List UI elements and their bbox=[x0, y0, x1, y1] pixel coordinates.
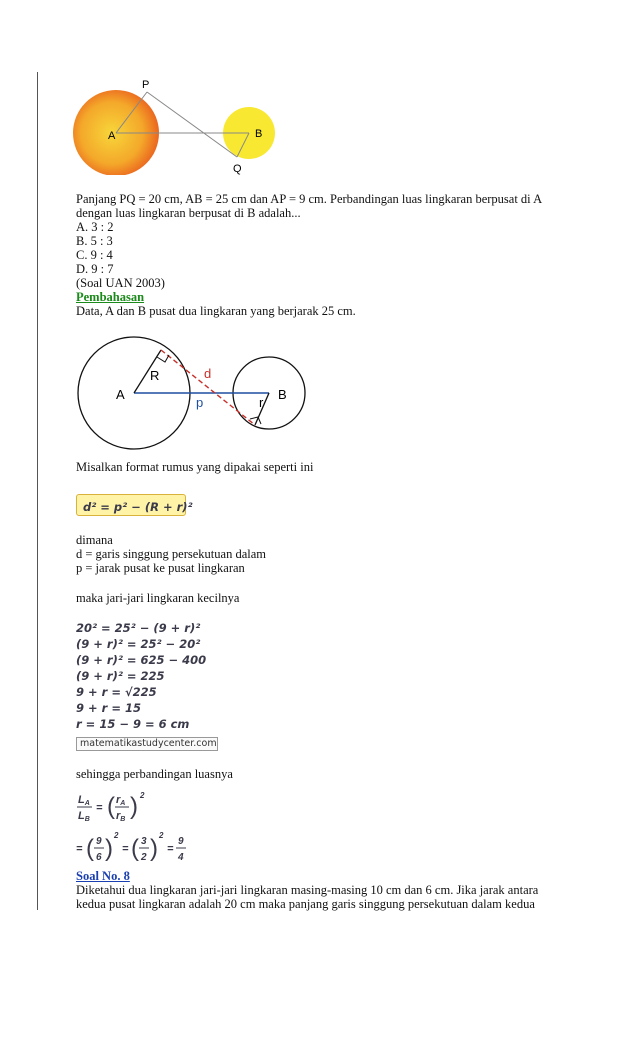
problem-line-1: Panjang PQ = 20 cm, AB = 25 cm dan AP = 9 cm. Perbandingan luas lingkaran berpusat di A bbox=[76, 192, 543, 206]
svg-text:): ) bbox=[105, 835, 113, 862]
svg-text:3: 3 bbox=[141, 836, 147, 847]
svg-text:rA: rA bbox=[116, 794, 126, 807]
svg-text:2: 2 bbox=[114, 831, 119, 840]
sehingga-text: sehingga perbandingan luasnya bbox=[76, 767, 233, 781]
problem-line-2: dengan luas lingkaran berpusat di B adalah... bbox=[76, 206, 301, 220]
svg-text:rB: rB bbox=[116, 810, 126, 823]
label-p: P bbox=[142, 79, 150, 91]
label-b: B bbox=[255, 128, 263, 140]
soal-8-heading[interactable]: Soal No. 8 bbox=[76, 869, 130, 883]
step-7: r = 15 − 9 = 6 cm bbox=[76, 717, 190, 731]
site-watermark: matematikastudycenter.com bbox=[76, 737, 218, 751]
step-6: 9 + r = 15 bbox=[76, 701, 141, 715]
dimana-title: dimana bbox=[76, 533, 113, 547]
svg-text:9: 9 bbox=[96, 836, 102, 847]
svg-text:LB: LB bbox=[78, 810, 90, 823]
svg-text:2: 2 bbox=[159, 831, 164, 840]
svg-text:=: = bbox=[122, 843, 129, 855]
page-margin-line bbox=[37, 72, 38, 910]
right-angle-top bbox=[157, 355, 169, 362]
label-p-fig: p bbox=[196, 395, 204, 410]
source-note: (Soal UAN 2003) bbox=[76, 276, 165, 290]
svg-text:(: ( bbox=[131, 835, 139, 862]
svg-text:(: ( bbox=[86, 835, 94, 862]
step-4: (9 + r)² = 225 bbox=[76, 669, 165, 683]
formula-box bbox=[76, 494, 193, 516]
formula-text: d² = p² − (R + r)² bbox=[83, 500, 193, 514]
svg-text:2: 2 bbox=[140, 791, 145, 800]
label-d: d bbox=[204, 366, 212, 381]
figure-tangent-circles bbox=[70, 75, 290, 175]
label-A2: A bbox=[116, 387, 125, 402]
step-5: 9 + r = √225 bbox=[76, 685, 157, 699]
figure-inner-tangent bbox=[72, 335, 312, 450]
p-definition: p = jarak pusat ke pusat lingkaran bbox=[76, 561, 245, 575]
data-line: Data, A dan B pusat dua lingkaran yang berjarak 25 cm. bbox=[76, 304, 356, 318]
label-B2: B bbox=[278, 387, 287, 402]
option-b: B. 5 : 3 bbox=[76, 234, 113, 248]
ratio-formula bbox=[74, 790, 194, 868]
label-a: A bbox=[108, 130, 116, 142]
svg-text:(: ( bbox=[107, 793, 115, 820]
option-d: D. 9 : 7 bbox=[76, 262, 114, 276]
svg-text:): ) bbox=[150, 835, 158, 862]
soal-8-line-2: kedua pusat lingkaran adalah 20 cm maka panjang garis singgung persekutuan dalam kedua bbox=[76, 897, 535, 911]
svg-text:2: 2 bbox=[141, 852, 147, 863]
svg-text:9: 9 bbox=[178, 836, 184, 847]
misalkan-text: Misalkan format rumus yang dipakai seperti ini bbox=[76, 460, 314, 474]
label-r: r bbox=[259, 395, 264, 410]
option-c: C. 9 : 4 bbox=[76, 248, 113, 262]
label-q: Q bbox=[233, 163, 242, 175]
svg-text:LA: LA bbox=[78, 794, 90, 807]
svg-text:): ) bbox=[130, 793, 138, 820]
svg-text:=: = bbox=[76, 843, 83, 855]
soal-8-line-1: Diketahui dua lingkaran jari-jari lingkaran masing-masing 10 cm dan 6 cm. Jika jarak antara bbox=[76, 883, 539, 897]
svg-text:6: 6 bbox=[96, 852, 102, 863]
svg-text:4: 4 bbox=[178, 852, 184, 863]
pembahasan-heading[interactable]: Pembahasan bbox=[76, 290, 145, 304]
d-definition: d = garis singgung persekutuan dalam bbox=[76, 547, 266, 561]
step-3: (9 + r)² = 625 − 400 bbox=[76, 653, 207, 667]
option-a: A. 3 : 2 bbox=[76, 220, 114, 234]
step-1: 20² = 25² − (9 + r)² bbox=[76, 621, 201, 635]
line-d bbox=[161, 350, 255, 425]
label-R: R bbox=[150, 368, 160, 383]
step-2: (9 + r)² = 25² − 20² bbox=[76, 637, 201, 651]
maka-text: maka jari-jari lingkaran kecilnya bbox=[76, 591, 240, 605]
svg-text:=: = bbox=[96, 802, 103, 814]
svg-text:=: = bbox=[167, 843, 174, 855]
tangent-pq bbox=[147, 92, 237, 157]
